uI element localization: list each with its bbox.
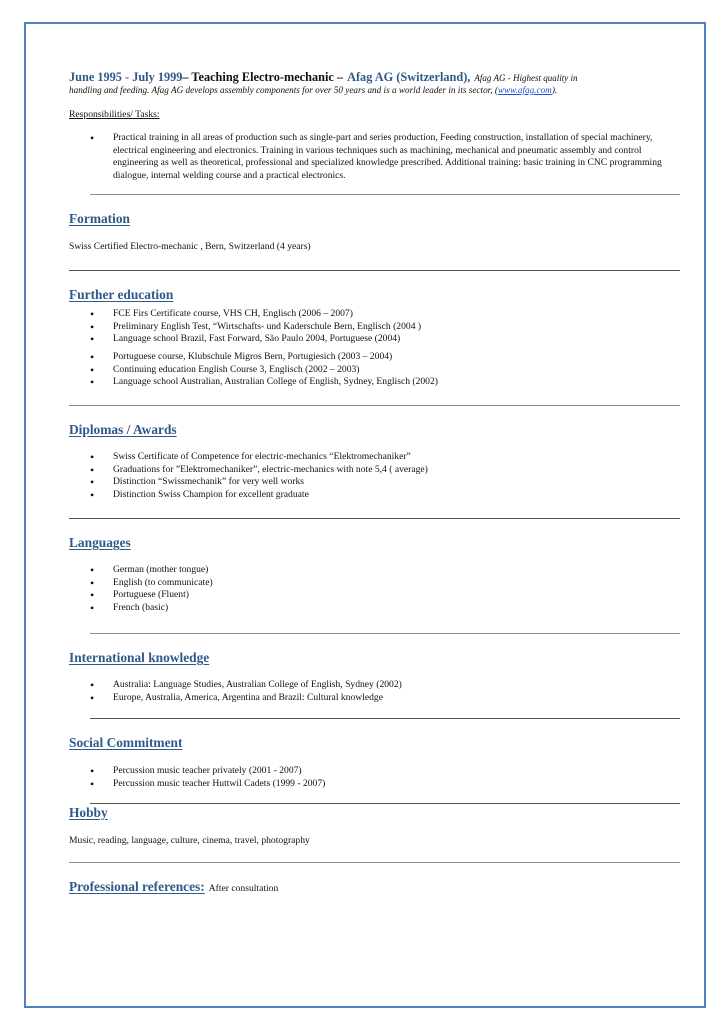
list-item: • Percussion music teacher Huttwil Cadets (1999 - 2007) — [69, 778, 669, 791]
list-item: • German (mother tongue) — [69, 564, 669, 577]
list-item: • Continuing education English Course 3, Englisch (2002 – 2003) — [69, 364, 669, 377]
section-divider — [69, 405, 680, 406]
list-item: • Distinction Swiss Champion for excellent graduate — [69, 489, 669, 502]
job-desc-lead: Afag AG - Highest quality in — [474, 73, 578, 83]
section-divider — [69, 270, 680, 271]
social-heading: Social Commitment — [69, 735, 183, 750]
section-divider — [69, 862, 680, 863]
references-text: After consultation — [208, 883, 279, 894]
social-list — [69, 765, 669, 790]
international-heading: International knowledge — [69, 650, 210, 665]
job-title: – Teaching Electro-mechanic – — [182, 70, 344, 84]
section-divider — [90, 803, 680, 804]
formation-text: Swiss Certified Electro-mechanic , Bern, Switzerland (4 years) — [69, 241, 311, 252]
further-education-list-1 — [69, 308, 669, 346]
list-item: • FCE Firs Certificate course, VHS CH, Englisch (2006 – 2007) — [69, 308, 669, 321]
list-item: • English (to communicate) — [69, 577, 669, 590]
section-divider — [90, 194, 680, 195]
list-item: • Practical training in all areas of production such as single-part and series production, Feeding construction, installation of special machinery, electrical engineering and electronics. Training in various techniques such as machining, mechanical and pneumatic assembly and control engineering as well as theoretical, professional and specialized knowledge prescribed. Additional training: basic training in CNC programming dialogue, internal welding course and a practical electronics. — [69, 132, 669, 182]
languages-heading: Languages — [69, 535, 131, 550]
responsibilities-label: Responsibilities/ Tasks: — [69, 109, 160, 120]
diplomas-list — [69, 451, 669, 501]
job-company: Afag AG (Switzerland), — [347, 70, 471, 84]
list-item: • Portuguese course, Klubschule Migros Bern, Portugiesich (2003 – 2004) — [69, 351, 669, 364]
list-item: • Graduations for ”Elektromechaniker”, electric-mechanics with note 5,4 ( average) — [69, 464, 669, 477]
company-website-link[interactable]: www.afag.com — [497, 85, 552, 95]
list-item: • Language school Brazil, Fast Forward, São Paulo 2004, Portuguese (2004) — [69, 333, 669, 346]
further-education-list-2 — [69, 351, 669, 389]
hobby-heading: Hobby — [69, 805, 108, 820]
job-dates: June 1995 - July 1999 — [69, 70, 183, 84]
job-desc-end: ). — [551, 85, 558, 95]
tasks-list — [69, 132, 669, 182]
list-item: • Australia: Language Studies, Australian College of English, Sydney (2002) — [69, 679, 669, 692]
international-list — [69, 679, 669, 704]
section-divider — [90, 633, 680, 634]
list-item: • Portuguese (Fluent) — [69, 589, 669, 602]
list-item: • French (basic) — [69, 602, 669, 615]
languages-list — [69, 564, 669, 614]
formation-heading: Formation — [69, 211, 130, 226]
list-item: • Preliminary English Test, “Wirtschafts- und Kaderschule Bern, Englisch (2004 ) — [69, 321, 669, 334]
section-divider — [90, 718, 680, 719]
list-item: • Language school Australian, Australian College of English, Sydney, Englisch (2002) — [69, 376, 669, 389]
job-desc-text: handling and feeding. Afag AG develops assembly components for over 50 years and is a world leader in its sector, ( — [69, 85, 498, 95]
list-item: • Distinction “Swissmechanik” for very well works — [69, 476, 669, 489]
hobby-text: Music, reading, language, culture, cinema, travel, photography — [69, 835, 310, 846]
section-divider — [69, 518, 680, 519]
references-line — [69, 878, 278, 896]
further-education-heading: Further education — [69, 287, 174, 302]
list-item: • Europe, Australia, America, Argentina and Brazil: Cultural knowledge — [69, 692, 669, 705]
list-item: • Swiss Certificate of Competence for electric-mechanics “Elektromechaniker” — [69, 451, 669, 464]
list-item: • Percussion music teacher privately (2001 - 2007) — [69, 765, 669, 778]
references-heading: Professional references: — [69, 879, 205, 894]
job-description — [69, 84, 689, 96]
diplomas-heading: Diplomas / Awards — [69, 422, 177, 437]
